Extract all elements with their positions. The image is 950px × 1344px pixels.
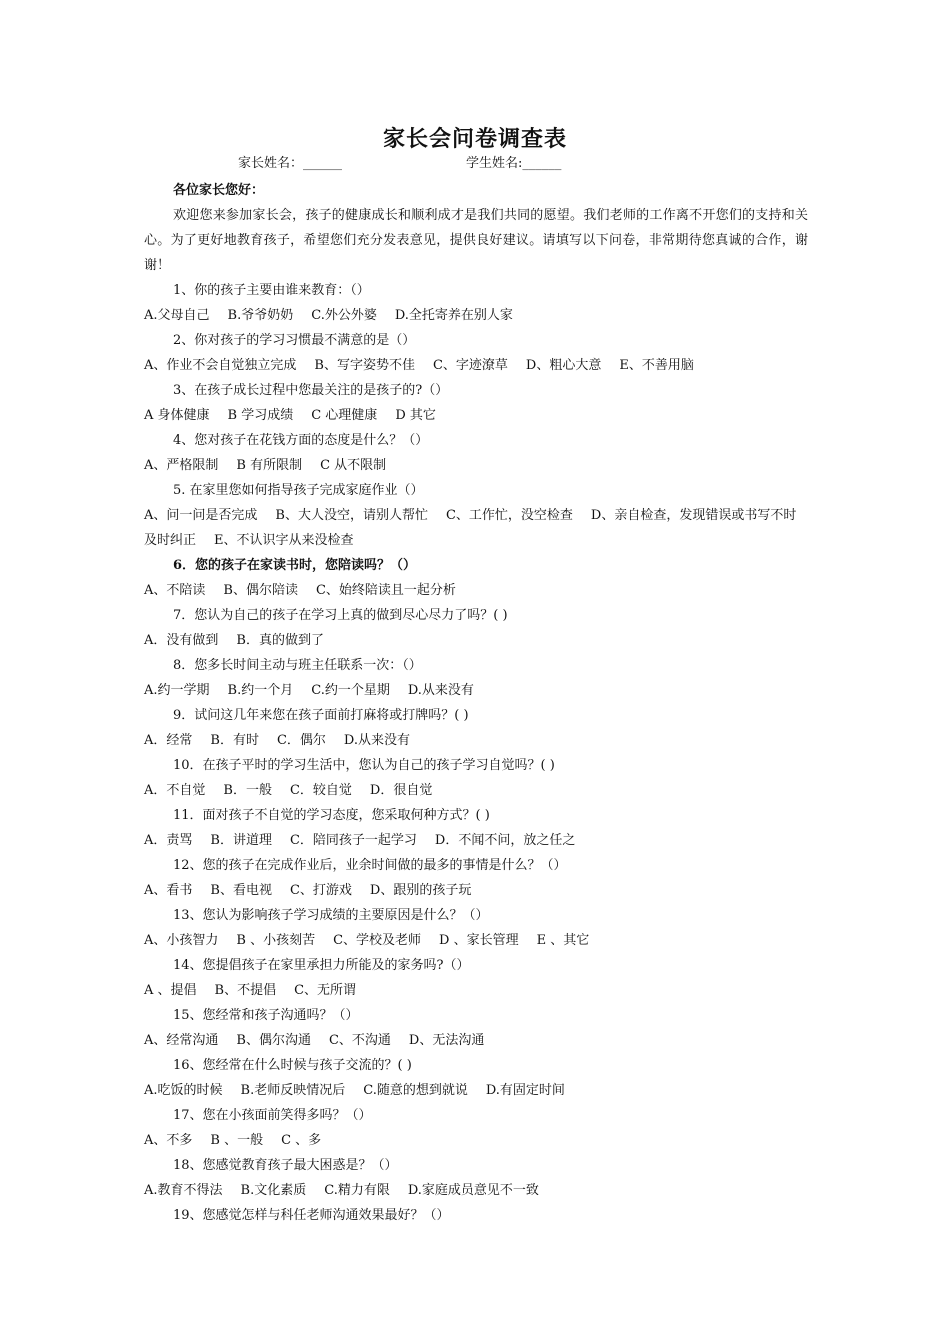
option-5-3[interactable]: C、工作忙，没空检查 bbox=[445, 508, 573, 523]
parent-name-field[interactable]: 家长姓名：______ bbox=[238, 156, 343, 171]
option-16-3[interactable]: C.随意的想到就说 bbox=[363, 1083, 468, 1098]
option-10-2[interactable]: B．一般 bbox=[223, 783, 272, 798]
options-7 bbox=[144, 628, 808, 653]
question-13: 13、您认为影响孩子学习成绩的主要原因是什么？（） bbox=[173, 908, 489, 923]
option-17-1[interactable]: A、不多 bbox=[144, 1133, 193, 1148]
option-17-2[interactable]: B 、一般 bbox=[210, 1133, 264, 1148]
option-10-3[interactable]: C．较自觉 bbox=[289, 783, 352, 798]
options-12 bbox=[144, 878, 808, 903]
option-14-2[interactable]: B、不提倡 bbox=[214, 983, 277, 998]
option-2-2[interactable]: B、写字姿势不佳 bbox=[314, 358, 415, 373]
option-3-1[interactable]: A 身体健康 bbox=[144, 408, 210, 423]
option-6-1[interactable]: A、不陪读 bbox=[144, 583, 206, 598]
question-14: 14、您提倡孩子在家里承担力所能及的家务吗?（） bbox=[173, 958, 470, 973]
option-16-4[interactable]: D.有固定时间 bbox=[485, 1083, 565, 1098]
question-10: 10．在孩子平时的学习生活中，您认为自己的孩子学习自觉吗？( ) bbox=[173, 758, 555, 773]
option-7-1[interactable]: A．没有做到 bbox=[144, 633, 219, 648]
options-10 bbox=[144, 778, 808, 803]
option-11-4[interactable]: D．不闻不问，放之任之 bbox=[434, 833, 576, 848]
options-2 bbox=[144, 353, 808, 378]
question-15: 15、您经常和孩子沟通吗？（） bbox=[173, 1008, 359, 1023]
intro-paragraph: 欢迎您来参加家长会，孩子的健康成长和顺利成才是我们共同的愿望。我们老师的工作离不开您们的支持和关心。为了更好地教育孩子，希望您们充分发表意见，提供良好建议。请填写以下问卷，非常期待您真诚的合作，谢谢！ bbox=[144, 208, 808, 273]
option-1-1[interactable]: A.父母自己 bbox=[144, 308, 210, 323]
options-8 bbox=[144, 678, 808, 703]
option-2-5[interactable]: E、不善用脑 bbox=[619, 358, 694, 373]
option-1-2[interactable]: B.爷爷奶奶 bbox=[227, 308, 294, 323]
question-7: 7．您认为自己的孩子在学习上真的做到尽心尽力了吗？( ) bbox=[173, 608, 508, 623]
option-13-5[interactable]: E 、其它 bbox=[536, 933, 590, 948]
option-8-1[interactable]: A.约一学期 bbox=[144, 683, 210, 698]
option-6-2[interactable]: B、偶尔陪读 bbox=[223, 583, 298, 598]
question-16: 16、您经常在什么时候与孩子交流的？( ) bbox=[173, 1058, 412, 1073]
question-1: 1、你的孩子主要由谁来教育：（） bbox=[173, 283, 370, 298]
option-11-2[interactable]: B．讲道理 bbox=[210, 833, 272, 848]
option-16-2[interactable]: B.老师反映情况后 bbox=[240, 1083, 346, 1098]
student-name-field[interactable]: 学生姓名:______ bbox=[466, 156, 562, 171]
option-15-2[interactable]: B、偶尔沟通 bbox=[236, 1033, 311, 1048]
option-5-1[interactable]: A、问一问是否完成 bbox=[144, 508, 258, 523]
question-2: 2、你对孩子的学习习惯最不满意的是（） bbox=[173, 333, 416, 348]
option-17-3[interactable]: C 、多 bbox=[281, 1133, 322, 1148]
option-18-1[interactable]: A.教育不得法 bbox=[144, 1183, 223, 1198]
option-5-5[interactable]: E、不认识字从来没检查 bbox=[214, 533, 354, 548]
options-5 bbox=[144, 503, 808, 553]
option-4-2[interactable]: B 有所限制 bbox=[236, 458, 303, 473]
options-15 bbox=[144, 1028, 808, 1053]
option-8-3[interactable]: C.约一个星期 bbox=[311, 683, 390, 698]
option-13-3[interactable]: C、学校及老师 bbox=[333, 933, 422, 948]
options-9 bbox=[144, 728, 808, 753]
option-13-4[interactable]: D 、家长管理 bbox=[439, 933, 519, 948]
page-title: 家长会问卷调查表 bbox=[382, 126, 567, 152]
option-3-2[interactable]: B 学习成绩 bbox=[227, 408, 294, 423]
option-2-3[interactable]: C、字迹潦草 bbox=[432, 358, 508, 373]
options-14 bbox=[144, 978, 808, 1003]
question-17: 17、您在小孩面前笑得多吗？（） bbox=[173, 1108, 372, 1123]
option-15-4[interactable]: D、无法沟通 bbox=[408, 1033, 485, 1048]
option-1-4[interactable]: D.全托寄养在别人家 bbox=[394, 308, 513, 323]
options-3 bbox=[144, 403, 808, 428]
option-13-2[interactable]: B 、小孩刻苦 bbox=[236, 933, 316, 948]
option-18-4[interactable]: D.家庭成员意见不一致 bbox=[407, 1183, 539, 1198]
option-15-3[interactable]: C、不沟通 bbox=[328, 1033, 391, 1048]
option-5-2[interactable]: B、大人没空，请别人帮忙 bbox=[275, 508, 428, 523]
question-list bbox=[144, 278, 808, 1228]
option-12-4[interactable]: D、跟别的孩子玩 bbox=[369, 883, 472, 898]
options-13 bbox=[144, 928, 808, 953]
question-6: 6．您的孩子在家读书时，您陪读吗？（） bbox=[173, 558, 417, 573]
option-8-2[interactable]: B.约一个月 bbox=[227, 683, 294, 698]
options-1 bbox=[144, 303, 808, 328]
option-6-3[interactable]: C、始终陪读且一起分析 bbox=[315, 583, 456, 598]
option-8-4[interactable]: D.从来没有 bbox=[407, 683, 474, 698]
greeting: 各位家长您好： bbox=[173, 183, 265, 198]
question-8: 8．您多长时间主动与班主任联系一次：（） bbox=[173, 658, 422, 673]
option-10-1[interactable]: A．不自觉 bbox=[144, 783, 206, 798]
question-12: 12、您的孩子在完成作业后，业余时间做的最多的事情是什么？（） bbox=[173, 858, 567, 873]
question-11: 11．面对孩子不自觉的学习态度，您采取何种方式？( ) bbox=[173, 808, 490, 823]
options-17 bbox=[144, 1128, 808, 1153]
option-14-1[interactable]: A 、提倡 bbox=[144, 983, 197, 998]
option-1-3[interactable]: C.外公外婆 bbox=[311, 308, 377, 323]
option-18-3[interactable]: C.精力有限 bbox=[324, 1183, 390, 1198]
option-3-3[interactable]: C 心理健康 bbox=[311, 408, 378, 423]
option-12-2[interactable]: B、看电视 bbox=[210, 883, 272, 898]
option-9-4[interactable]: D.从来没有 bbox=[343, 733, 410, 748]
option-16-1[interactable]: A.吃饭的时候 bbox=[144, 1083, 223, 1098]
option-4-1[interactable]: A、严格限制 bbox=[144, 458, 219, 473]
options-4 bbox=[144, 453, 808, 478]
option-5-4[interactable]: D、亲自检查，发现错误或书写不时及时纠正 bbox=[144, 508, 797, 548]
option-11-3[interactable]: C．陪同孩子一起学习 bbox=[289, 833, 417, 848]
question-5: 5. 在家里您如何指导孩子完成家庭作业（） bbox=[173, 483, 424, 498]
question-9: 9．试问这几年来您在孩子面前打麻将或打牌吗？( ) bbox=[173, 708, 469, 723]
option-3-4[interactable]: D 其它 bbox=[395, 408, 436, 423]
option-12-1[interactable]: A、看书 bbox=[144, 883, 193, 898]
option-2-1[interactable]: A、作业不会自觉独立完成 bbox=[144, 358, 297, 373]
options-18 bbox=[144, 1178, 808, 1203]
options-16 bbox=[144, 1078, 808, 1103]
questionnaire-body bbox=[144, 178, 808, 1228]
question-19: 19、您感觉怎样与科任老师沟通效果最好？（） bbox=[173, 1208, 450, 1223]
option-15-1[interactable]: A、经常沟通 bbox=[144, 1033, 219, 1048]
question-3: 3、在孩子成长过程中您最关注的是孩子的?（） bbox=[173, 383, 449, 398]
option-12-3[interactable]: C、打游戏 bbox=[289, 883, 352, 898]
option-11-1[interactable]: A．责骂 bbox=[144, 833, 193, 848]
option-9-3[interactable]: C．偶尔 bbox=[276, 733, 326, 748]
option-18-2[interactable]: B.文化素质 bbox=[240, 1183, 307, 1198]
option-14-3[interactable]: C、无所谓 bbox=[294, 983, 357, 998]
options-6 bbox=[144, 578, 808, 603]
option-2-4[interactable]: D、粗心大意 bbox=[525, 358, 602, 373]
question-4: 4、您对孩子在花钱方面的态度是什么？（） bbox=[173, 433, 429, 448]
option-7-2[interactable]: B．真的做到了 bbox=[236, 633, 324, 648]
question-18: 18、您感觉教育孩子最大困惑是？（） bbox=[173, 1158, 398, 1173]
option-13-1[interactable]: A、小孩智力 bbox=[144, 933, 219, 948]
option-10-4[interactable]: D．很自觉 bbox=[369, 783, 433, 798]
options-11 bbox=[144, 828, 808, 853]
option-9-2[interactable]: B．有时 bbox=[210, 733, 259, 748]
option-9-1[interactable]: A．经常 bbox=[144, 733, 193, 748]
option-4-3[interactable]: C 从不限制 bbox=[320, 458, 387, 473]
